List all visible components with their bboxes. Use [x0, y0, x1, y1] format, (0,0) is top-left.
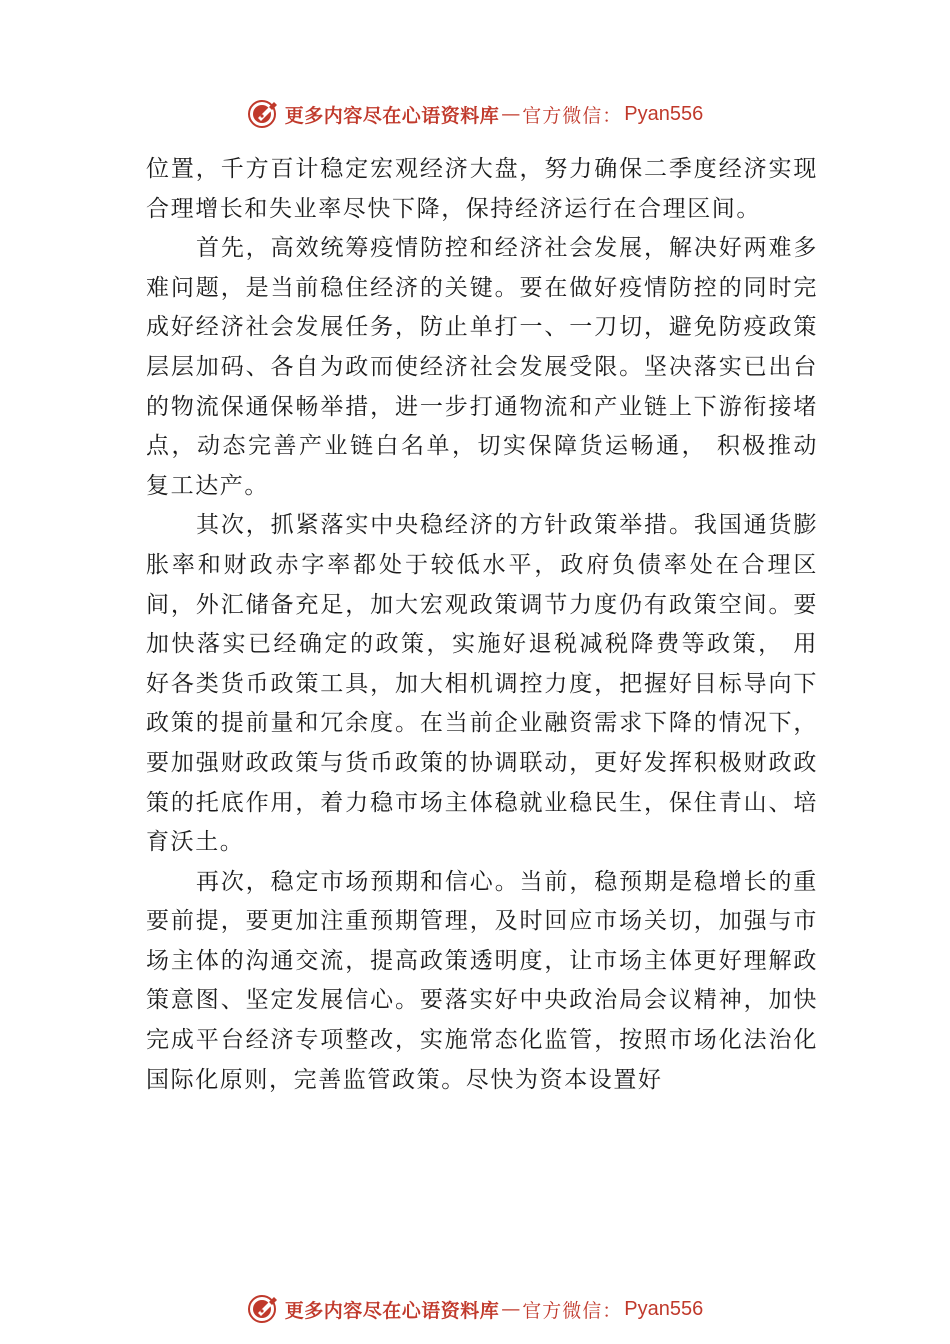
- banner-wechat-label: 官方微信：: [522, 1299, 623, 1322]
- banner-separator: —: [501, 1298, 521, 1320]
- pen-nib-seal-icon: [247, 97, 281, 131]
- banner-separator: —: [501, 103, 521, 125]
- header-banner: [0, 94, 950, 134]
- banner-main-text: 更多内容尽在心语资料库: [284, 1299, 500, 1322]
- footer-banner-content: [247, 1292, 704, 1326]
- banner-wechat-account: Pyan556: [624, 102, 704, 125]
- paragraph-first: 首先，高效统筹疫情防控和经济社会发展，解决好两难多难问题，是当前稳住经济的关键。要在做好疫情防控的同时完成好经济社会发展任务，防止单打一、一刀切，避免防疫政策层层加码、各自为政而使经济社会发展受限。坚决落实已出台的物流保通保畅举措，进一步打通物流和产业链上下游衔接堵点，动态完善产业链白名单，切实保障货运畅通， 积极推动复工达产。: [146, 235, 818, 499]
- banner-main-text: 更多内容尽在心语资料库: [284, 104, 500, 127]
- paragraph-third: 再次，稳定市场预期和信心。当前，稳预期是稳增长的重要前提，要更加注重预期管理，及时回应市场关切，加强与市场主体的沟通交流，提高政策透明度，让市场主体更好理解政策意图、坚定发展信心。要落实好中央政治局会议精神，加快完成平台经济专项整改，实施常态化监管，按照市场化法治化国际化原则，完善监管政策。尽快为资本设置好: [146, 868, 818, 1093]
- paragraph-second: 其次，抓紧落实中央稳经济的方针政策举措。我国通货膨胀率和财政赤字率都处于较低水平，政府负债率处在合理区间，外汇储备充足，加大宏观政策调节力度仍有政策空间。要加快落实已经确定的政策，实施好退税减税降费等政策， 用好各类货币政策工具，加大相机调控力度，把握好目标导向下政策的提前量和冗余度。在当前企业融资需求下降的情况下，要加强财政政策与货币政策的协调联动，更好发挥积极财政政策的托底作用，着力稳市场主体稳就业稳民生，保住青山、培育沃土。: [146, 512, 818, 856]
- banner-wechat-account: Pyan556: [624, 1297, 704, 1320]
- document-body: [146, 150, 818, 1100]
- banner-wechat-label: 官方微信：: [522, 104, 623, 127]
- header-banner-content: [247, 97, 704, 131]
- footer-banner: [0, 1289, 950, 1329]
- paragraph-continuation: 位置，千方百计稳定宏观经济大盘，努力确保二季度经济实现合理增长和失业率尽快下降，保持经济运行在合理区间。: [146, 156, 818, 222]
- pen-nib-seal-icon: [247, 1292, 281, 1326]
